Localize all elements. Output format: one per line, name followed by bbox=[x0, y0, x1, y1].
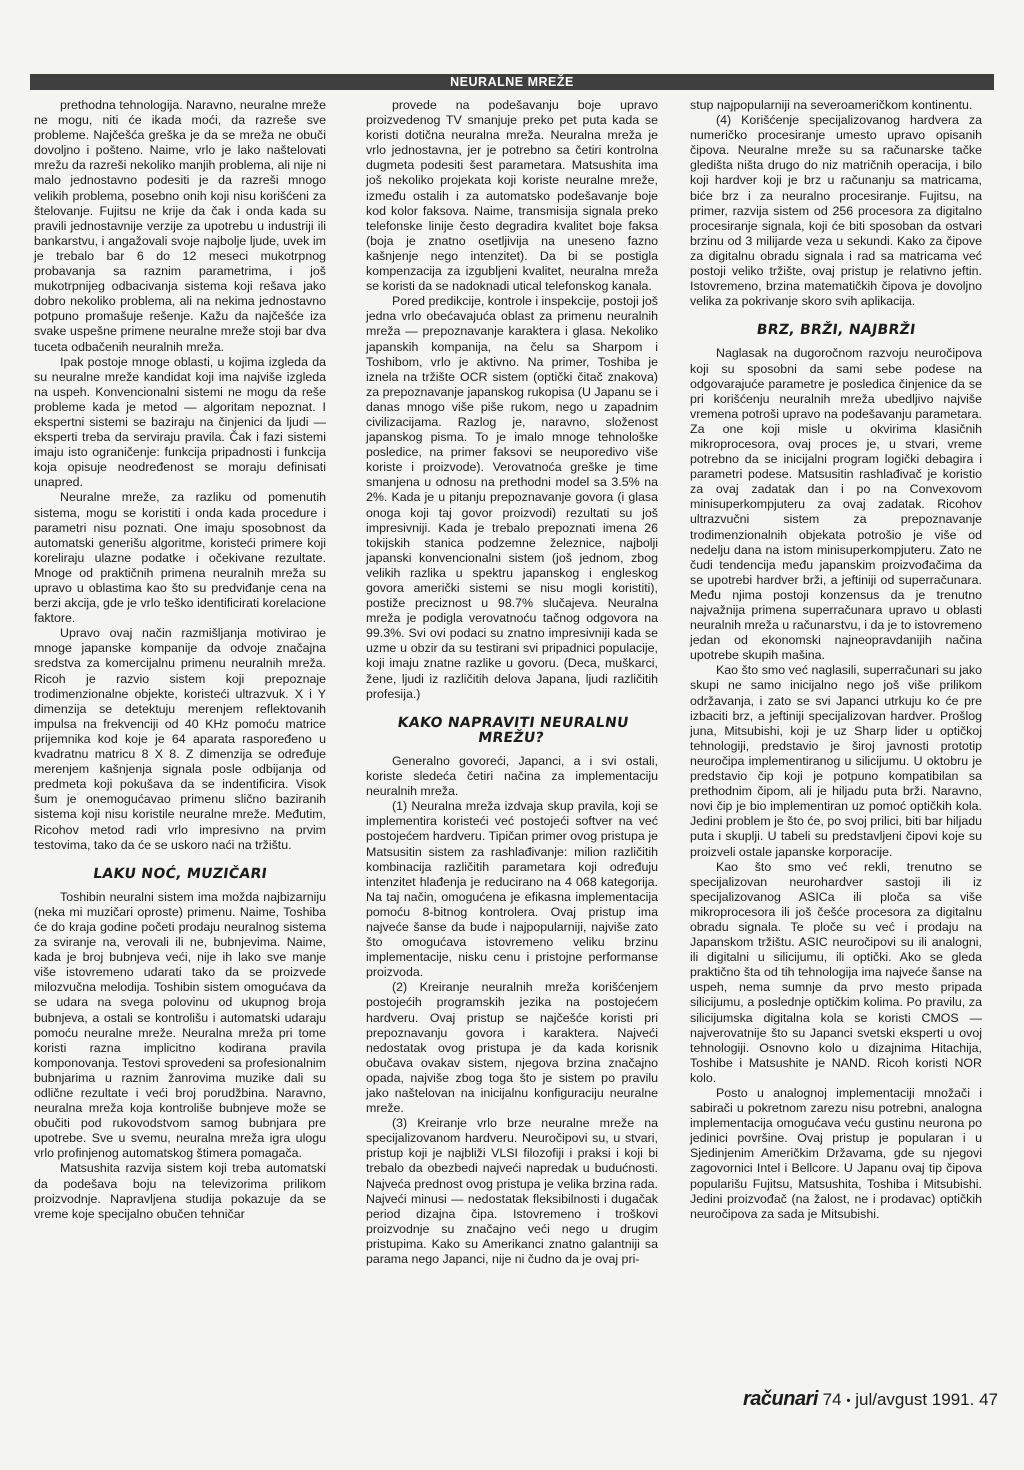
paragraph: Posto u analognoj implementaciji množači i sabirači u pokretnom zarezu nisu potrebni, analogna implementacija omogućava veću gustinu neurona po jedinici površine. Ovaj pristup je popularan i u Sjedinjenim Američkim Državama, gde su njegovi zagovornici Intel i Bellcore. U Japanu ovaj tip čipova popularišu Fujitsu, Matsushita, Toshiba i Mitsubishi. Jedini proizvođač (na žalost, ne i prodavac) optičkih neuročipova za sada je Mitsubishi. bbox=[690, 1086, 982, 1221]
paragraph: (2) Kreiranje neuralnih mreža korišćenjem postojećih programskih jezika na postojećem hardveru. Ovaj pristup se najčešće koristi pri prepoznavanju govora i karaktera. Najveći nedostatak ovog pristupa je da kada korisnik obučava ovakav sistem, njegova brzina značajno opada, najviše zbog toga što je sistem po pravilu jako naštelovan na inicijalnu konfiguraciju neuralne mreže. bbox=[366, 980, 658, 1116]
paragraph: Matsushita razvija sistem koji treba automatski da podešava boju na televizorima prilikom proizvodnje. Napravljena studija pokazuje da se vreme koje specijalno obučen tehničar bbox=[34, 1161, 326, 1221]
article-column-3 bbox=[690, 98, 982, 1222]
footer-bullet: • bbox=[846, 1393, 851, 1408]
paragraph: stup najpopularniji na severoameričkom kontinentu. bbox=[690, 98, 973, 112]
section-header: NEURALNE MREŽE bbox=[30, 74, 994, 90]
page-number: 47 bbox=[979, 1390, 998, 1409]
section-heading: KAKO NAPRAVITI NEURALNU MREŽU? bbox=[396, 714, 630, 746]
paragraph: Generalno govoreći, Japanci, a i svi ostali, koriste sledeća četiri načina za implementaciju neuralnih mreža. bbox=[366, 753, 658, 799]
paragraph: (3) Kreiranje vrlo brze neuralne mreže na specijalizovanom hardveru. Neuročipovi su, u stvari, pristup koji je najbliži VLSI filozofiji i praksi i koji bi trebalo da obezbedi najveći napredak u budućnosti. Najveća prednost ovog pristupa je velika brzina rada. Najveći minusi — nedostatak fleksibilnosti i dugačak period dizajna čipa. Istovremeno i troškovi proizvodnje su značajno veći nego u drugim pristupima. Kako su Amerikanci znatno galantniji sa parama nego Japanci, nije ni čudno da je ovaj pri- bbox=[366, 1116, 658, 1267]
page-footer bbox=[680, 1388, 998, 1414]
paragraph: Ipak postoje mnoge oblasti, u kojima izgleda da su neuralne mreže kandidat koji ima najviše izgleda na uspeh. Konvencionalni sistemi ne mogu da reše probleme kada je metod — algoritam nepoznat. I ekspertni sistemi se baziraju na činjenici da ljudi — eksperti treba da serviraju pravila. Čak i fazi sistemi imaju isto ograničenje: funkcija pripadnosti i funkcija koja opisuje neodređenost se moraju definisati unapred. bbox=[34, 354, 326, 490]
paragraph: Upravo ovaj način razmišljanja motivirao je mnoge japanske kompanije da odvoje značajna sredstva za komercijalnu primenu neuralnih mreža. Ricoh je razvio sistem koji prepoznaje trodimenzionalne objekte, koristeći ultrazvuk. X i Y dimenzija se detektuju merenjem reflektovanih impulsa na frekvenciji od 40 KHz pomoću matrice prijemnika kod koje je 64 aparata raspoređeno u kvadratnu matricu 8 X 8. Z dimenzija se određuje merenjem kašnjenja signala posle odbijanja od predmeta koji pokušava da se indentificira. Visok šum je onemogućavao primenu slično baziranih sistema koji nisu koristile neuralne mreže. Međutim, Ricohov metod radi vrlo impresivno na prvim testovima, tako da će se uskoro naći na tržištu. bbox=[34, 626, 326, 852]
paragraph: (1) Neuralna mreža izdvaja skup pravila, koji se implementira koristeći već postojeći softver na već postojećem hardveru. Tipičan primer ovog pristupa je Matsusitin sistem za rashlađivanje: milion različitih kombinacija različitih parametara koji određuju intenzitet hlađenja je reducirano na 4 068 kategorija. Na taj način, omogućena je efikasna implementacija pomoću 8-bitnog kontrolera. Ovaj pristup ima najveće šanse da bude i najpopularniji, najviše zato što omogućava istovremeno veliku brzinu implementacije, nisku cenu i pristojne performanse proizvoda. bbox=[366, 799, 658, 980]
issue-number: 74 bbox=[822, 1390, 842, 1409]
paragraph: provede na podešavanju boje upravo proizvedenog TV smanjuje preko pet puta kada se koristi dotična neuralna mreža. Neuralna mreža je vrlo jednostavna, jer je potrebno sa četiri kontrolna dugmeta podesiti šest parametara. Matsushita ima još nekoliko projekata koji koriste neuralne mreže, između ostalih i za automatsko podešavanje boje kod kolor faksova. Naime, transmisija signala preko telefonske linije često degradira kvalitet boje faksa (boja je znatno osetljivija na uneseno fazno kašnjenje nego intenzitet). Da bi se postigla kompenzacija za izgubljeni kvalitet, neuralna mreža se koristi da se nadoknadi utical telefonskog kanala. bbox=[366, 98, 658, 294]
article-column-1 bbox=[34, 98, 326, 1222]
paragraph: Pored predikcije, kontrole i inspekcije, postoji još jedna vrlo obećavajuća oblast za primenu neuralnih mreža — prepoznavanje karaktera i glasa. Nekoliko japanskih kompanija, na čelu sa Sharpom i Toshibom, vrlo je aktivno. Na primer, Toshiba je iznela na tržište OCR sistem (optički čitač znakova) za prepoznavanje japanskog rukopisa (U Japanu se i danas mnogo više piše rukom, nego u zapadnim civilizacijama. Razlog je, naravno, složenost japanskog pisma. To je imalo mnoge tehnološke posledice, na primer faksovi se neuporedivo više koriste i proizvode). Verovatnoća greške je time smanjena u odnosu na prethodni model sa 3.5% na 2%. Kada je u pitanju prepoznavanje govora (i glasa onoga koji taj govor proizvodi) rezultati su još impresivniji. Kada je trebalo prepoznati imena 26 tokijskih stanica podzemne železnice, najbolji japanski konvencionalni sistem (još jednom, zbog velikih razlika u spektru japanskog i engleskog govora američki sistemi se nisu mogli koristiti), postiže preciznost u 98.7% slučajeva. Neuralna mreža je podigla verovatnoću tačnog odgovora na 99.3%. Svi ovi podaci su znatno impresivniji kada se uzme u obzir da su testirani svi pripadnici populacije, koji imaju znatne razlike u govoru. (Deca, muškarci, žene, ljudi iz različitih delova Japana, ljudi različitih profesija.) bbox=[366, 294, 658, 701]
paragraph: Toshibin neuralni sistem ima možda najbizarniju (neka mi muzičari oproste) primenu. Naime, Toshiba će do kraja godine početi prodaju neuralnog sistema za sviranje na, verovali ili ne, bubnjevima. Naime, kada je broj bubnjeva veći, nije ih lako sve manje više istovremeno udarati tako da se proizvede milozvučna melodija. Toshibin sistem omogućava da se udara na svega polovinu od ukupnog broja bubnjeva, a ostali se kontrolišu i automatski udaraju pomoću neuralne mreže. Neuralna mreža pri tome koristi razna implicitno kodirana pravila komponovanja. Testovi sprovedeni sa profesionalnim bubnjarima u raznim žanrovima muzike dali su odlične rezultate i veći broj porudžbina. Naravno, neuralna mreža koja kontroliše bubnjeve može se obučiti pod rukovodstvom samog bubnjara pre upotrebe. Sve u svemu, neuralna mreža igra ulogu vrlo profinjenog automatskog štimera pomagača. bbox=[34, 889, 326, 1161]
paragraph: Naglasak na dugoročnom razvoju neuročipova koji su sposobni da sami sebe podese na odgovarajuće parametre je posledica činjenice da se pri korišćenju neuralnih mreža ubedljivo najviše vremena potroši upravo na podešavanju parametara. Za one koji misle u okvirima klasičnih mikroprocesora, ovaj proces je, u stvari, vreme potrebno da se inicijalni program logički debagira i parametri podese. Matsusitin rashlađivač je koristio za ovaj zadatak dan i po na Convexovom minisuperkompjuteru za ovaj zadatak. Ricohov ultrazvučni sistem za prepoznavanje trodimenzionalnih objekata potrošio je više od nedelju dana na istom minisuperkompjuteru. Zato ne čudi tendencija među japanskim proizvođačima da se upotrebi hardver brži, a jeftiniji od superračunara. Među njima postoji konzensus da je trenutno najvažnija primena superračunara upravo u oblasti neuralnih mreža u računarstvu, i da je to istovremeno jedan od ekonomski najneopravdanijih načina upotrebe skupih mašina. bbox=[690, 346, 983, 663]
paragraph: Neuralne mreže, za razliku od pomenutih sistema, mogu se koristiti i onda kada procedure i parametri nisu poznati. One imaju sposobnost da automatski generišu algoritme, koristeći primere koji koreliraju ulazne podatke i očekivane rezultate. Mnoge od praktičnih primena neuralnih mreža su upravo u oblastima kao što su predviđanje cena na berzi akcija, gde je vrlo teško identificirati korelacione faktore. bbox=[34, 490, 326, 626]
section-heading: LAKU NOĆ, MUZIČARI bbox=[92, 865, 269, 882]
magazine-logo: računari bbox=[742, 1388, 818, 1410]
paragraph: Kao što smo već rekli, trenutno se specijalizovan neurohardver sastoji ili iz specijalizovanog ASICa ili ploča sa više mikroprocesora ili još češće procesora za digitalnu obradu signala. Te ploče su već i prodaju na Japanskom tržištu. ASIC neuročipovi su ili analogni, ili digitalni u silicijumu, ili optički. Ako se gleda praktično šta od tih tehnologija ima najveće šanse na uspeh, nema sumnje da prvo mesto pripada silicijumu, a poslednje optičkim kolima. Po pravilu, za silicijumska digitalna kola se koristi CMOS — najverovatnije što su Japanci svetski eksperti u ovoj tehnologiji. Osnovno kolo u dizajnima Hitachija, Toshibe i Matsushite je NAND. Ricoh koristi NOR kolo. bbox=[690, 859, 982, 1085]
paragraph: Kao što smo već naglasili, superračunari su jako skupi ne samo inicijalno nego još više prilikom održavanja, i zato se svi Japanci utrkuju ko će pre izbaciti brz, a jeftiniji specijalizovan hardver. Prošlog juna, Mitsubishi, koji je uz Sharp lider u optičkoj tehnologiji, predstavio je široj javnosti prototip neuročipa implementiranog u silicijumu. U oktobru je predstavio čip koji je potpuno kompatibilan sa prethodnim čipom, ali je hiljadu puta brži. Naravno, novi čip je bio implementiran uz pomoć optičkih kola. Jedini problem je što će, po svoj prilici, biti bar hiljadu puta i skuplji. U tabeli su predstavljeni čipovi koje su proizveli ostale japanske korporacije. bbox=[690, 663, 982, 859]
paragraph: (4) Korišćenje specijalizovanog hardvera za numeričko procesiranje umesto upravo opisanih čipova. Neuralne mreže su sa računarske tačke gledišta ništa drugo do niz matričnih operacija, i bilo koji hardver koji je brz u računanju sa matricama, biće brz i za neuralno procesiranje. Fujitsu, na primer, razvija sistem od 256 procesora za digitalno procesiranje signala, koji će biti sposoban da ostvari brzinu od 3 milijarde veza u sekundi. Kako za čipove za digitalnu obradu signala i rad sa matricama već postoji veliko tržište, ovaj pristup je relativno jeftin. Istovremeno, brzina matematičkih čipova je dovoljno velika za pokrivanje skoro svih aplikacija. bbox=[690, 113, 982, 309]
section-heading: BRZ, BRŽI, NAJBRŽI bbox=[755, 322, 917, 339]
paragraph: prethodna tehnologija. Naravno, neuralne mreže ne mogu, niti će ikada moći, da razreše sve probleme. Najčešća greška je da se mreža ne obuči dovoljno i pošteno. Naime, vrlo je lako naštelovati mrežu da razreši nekoliko manjih problema, ali nije ni malo jednostavno podesiti je da razreši mnogo velikih problema, posebno onih koji nisu korišćeni za štelovanje. Fujitsu ne krije da čak i onda kada su pravili jednostavnije verzije za upotrebu u industriji ili bankarstvu, i angažovali svoje najbolje ljude, uvek im je trebalo bar 6 do 12 meseci mukotrpnog probavanja sa raznim parametrima, i još mukotrpnijeg odbacivanja sistema koji rešava jako dobro nekoliko problema, ali na nekima jednostavno potpuno promašuje rešenje. Kažu da najčešće iza svake uspešne primene neuralne mreže stoji bar dva tuceta odbačenih neuralnih mreža. bbox=[34, 98, 326, 354]
issue-date: jul/avgust 1991. bbox=[855, 1390, 975, 1409]
article-column-2 bbox=[366, 98, 658, 1267]
